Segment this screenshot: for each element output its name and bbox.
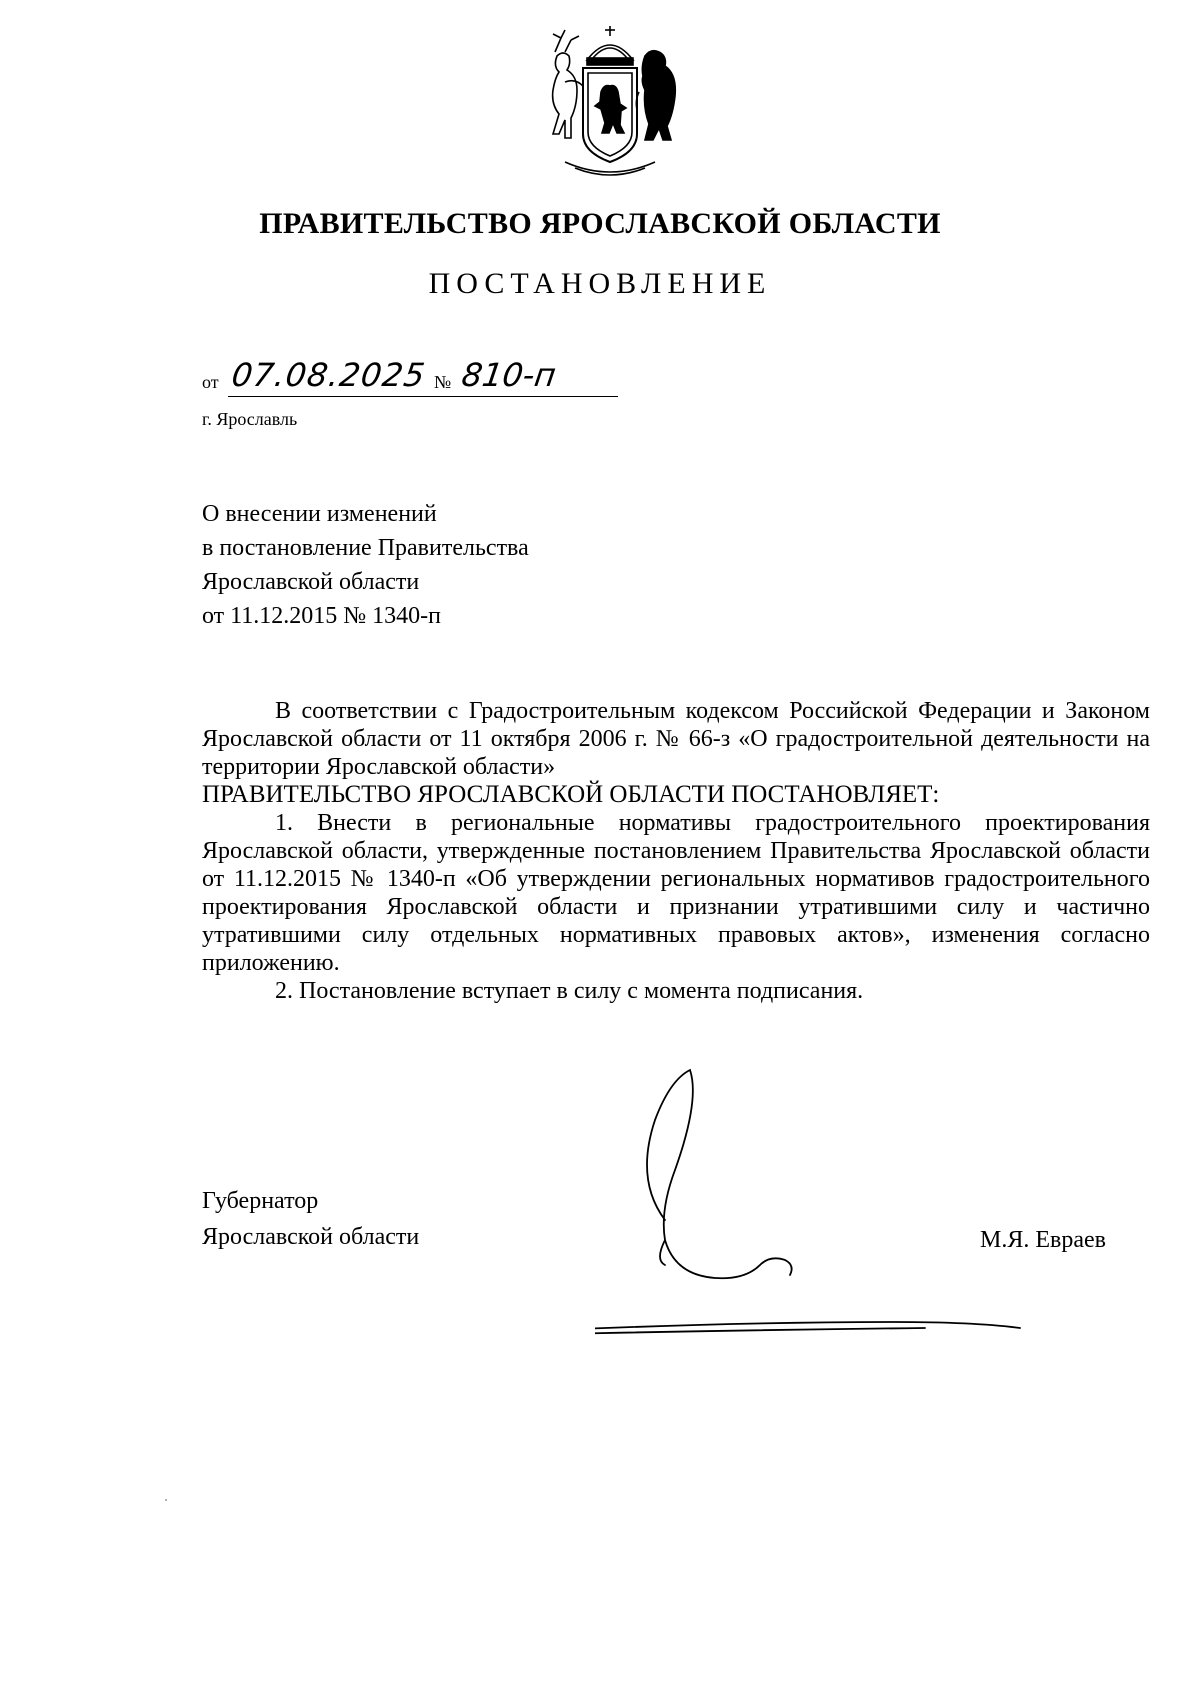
issue-city: г. Ярославль [202, 409, 298, 429]
registration-underline [228, 396, 618, 397]
resolves-line: ПРАВИТЕЛЬСТВО ЯРОСЛАВСКОЙ ОБЛАСТИ ПОСТАНОВЛЯЕТ: [202, 781, 940, 808]
subject-line: Ярославской области [202, 569, 420, 595]
scan-speck [165, 1499, 167, 1501]
item-1-paragraph: 1. Внести в региональные нормативы градостроительного проектирования Ярославской области, утвержденные постановлением Правительства Ярославской области от 11.12.2015 № 1340-п «Об утверждении региональных нормативов градостроительного проектирования Ярославской области и признании утратившими силу и частично утратившими силу отдельных нормативных правовых актов», изменения согласно приложению. [202, 810, 1150, 976]
document-date: 07.08.2025 [229, 356, 428, 394]
government-name: ПРАВИТЕЛЬСТВО ЯРОСЛАВСКОЙ ОБЛАСТИ [259, 207, 941, 240]
registration-row [202, 356, 622, 402]
subject-line: О внесении изменений [202, 501, 437, 527]
signer-title-line: Ярославской области [202, 1224, 420, 1250]
document-subject [202, 497, 529, 633]
item-2-paragraph: 2. Постановление вступает в силу с момента подписания. [275, 978, 864, 1004]
document-type: ПОСТАНОВЛЕНИЕ [428, 267, 772, 300]
document-number: 810-п [459, 356, 559, 394]
signer-title [202, 1183, 419, 1255]
date-prefix: от [202, 372, 219, 392]
document-body [202, 697, 1150, 1005]
handwritten-signature [595, 1060, 1025, 1360]
subject-line: от 11.12.2015 № 1340-п [202, 603, 442, 629]
preamble-paragraph: В соответствии с Градостроительным кодексом Российской Федерации и Законом Ярославской области от 11 октября 2006 г. № 66-з «О градостроительной деятельности на территории Ярославской области» [202, 698, 1150, 780]
number-prefix: № [434, 372, 452, 392]
subject-line: в постановление Правительства [202, 535, 529, 561]
signer-title-line: Губернатор [202, 1188, 319, 1214]
coat-of-arms-icon [535, 22, 685, 177]
signer-name: М.Я. Евраев [980, 1227, 1106, 1253]
